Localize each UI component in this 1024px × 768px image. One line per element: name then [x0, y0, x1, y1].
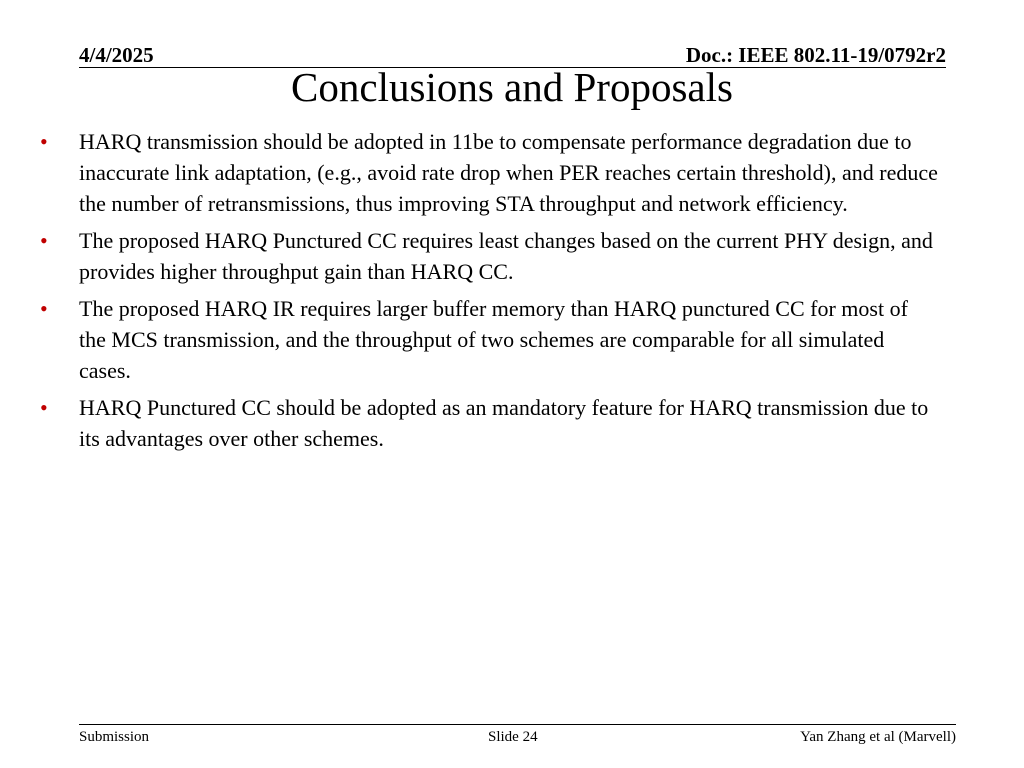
footer-slide-number: Slide 24: [488, 729, 538, 745]
bullet-text: The proposed HARQ Punctured CC requires least changes based on the current PHY design, and provides higher throughput gain than HARQ CC.: [79, 228, 933, 284]
bullet-item-1: [40, 126, 940, 219]
slide-title: Conclusions and Proposals: [291, 64, 733, 110]
bullet-icon: •: [40, 228, 48, 253]
footer-divider: [79, 724, 956, 725]
bullet-icon: •: [40, 296, 48, 321]
header-doc-id: Doc.: IEEE 802.11-19/0792r2: [685, 43, 946, 67]
footer-author: Yan Zhang et al (Marvell): [800, 729, 956, 745]
bullet-item-3: [40, 293, 940, 386]
bullet-list: [40, 126, 940, 460]
bullet-item-4: [40, 392, 940, 454]
bullet-item-2: [40, 225, 940, 287]
bullet-icon: •: [40, 129, 48, 154]
bullet-icon: •: [40, 395, 48, 420]
header-date: 4/4/2025: [79, 43, 154, 67]
footer-submission: Submission: [79, 729, 150, 745]
bullet-text: HARQ transmission should be adopted in 11be to compensate performance degradation due to inaccurate link adaptation, (e.g., avoid rate drop when PER reaches certain threshold), and reduce the number of retransmissions, thus improving STA throughput and network efficiency.: [79, 129, 938, 216]
bullet-text: HARQ Punctured CC should be adopted as an mandatory feature for HARQ transmission due to its advantages over other schemes.: [79, 395, 929, 451]
bullet-text: The proposed HARQ IR requires larger buffer memory than HARQ punctured CC for most of the MCS transmission, and the throughput of two schemes are comparable for all simulated cases.: [79, 296, 908, 383]
